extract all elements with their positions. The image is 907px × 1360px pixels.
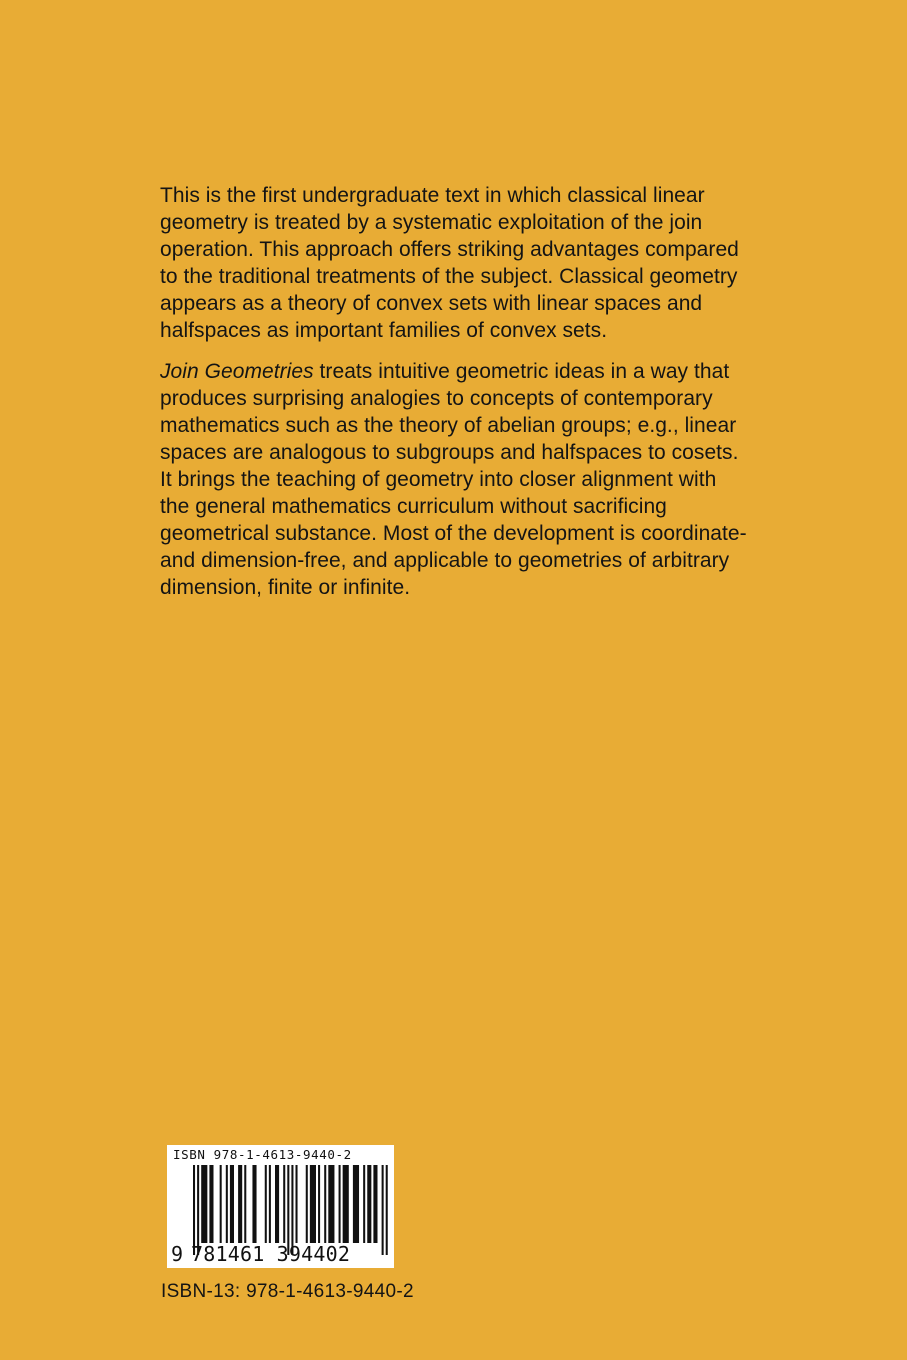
barcode-bar [265, 1165, 267, 1243]
blurb-line: geometry is treated by a systematic exploitation of the join [160, 210, 703, 234]
barcode-bar [306, 1165, 308, 1243]
barcode-bar [226, 1165, 228, 1243]
blurb-line-rest: treats intuitive geometric ideas in a way that [313, 360, 730, 384]
blurb-line: mathematics such as the theory of abelian groups; e.g., linear [160, 414, 737, 438]
barcode-bar [252, 1165, 256, 1243]
blurb-line: the general mathematics curriculum without sacrificing [160, 494, 667, 518]
barcode-bar [244, 1165, 246, 1243]
barcode-bar [363, 1165, 365, 1243]
barcode-bar [220, 1165, 222, 1243]
blurb-line: operation. This approach offers striking advantages compared [160, 237, 739, 261]
blurb-line: dimension, finite or infinite. [160, 575, 411, 599]
blurb-line: spaces are analogous to subgroups and halfspaces to cosets. [160, 441, 739, 465]
barcode-bar [238, 1165, 242, 1243]
barcode-bar [324, 1165, 326, 1243]
barcode-bar [353, 1165, 359, 1243]
isbn13-text: ISBN-13: 978-1-4613-9440-2 [161, 1281, 414, 1302]
barcode-bar [339, 1165, 341, 1243]
barcode-bar [209, 1165, 213, 1243]
barcode-bar [318, 1165, 320, 1243]
barcode-bar [328, 1165, 334, 1243]
book-title-italic: Join Geometries [160, 360, 314, 384]
blurb-line: appears as a theory of convex sets with linear spaces and [160, 291, 703, 315]
back-cover-blurb [160, 183, 800, 602]
barcode-bar [382, 1165, 384, 1255]
barcode-bar [386, 1165, 388, 1255]
barcode-first-digit: 9 [171, 1242, 184, 1266]
barcode-digit-groups: 781461 394402 [191, 1242, 351, 1266]
blurb-line: produces surprising analogies to concepts of contemporary [160, 387, 713, 411]
blurb-line: This is the first undergraduate text in which classical linear [160, 184, 705, 207]
blurb-paragraph-1 [160, 183, 800, 344]
barcode-bar [296, 1165, 298, 1243]
barcode-bar [201, 1165, 207, 1243]
barcode-bar [373, 1165, 377, 1243]
barcode-digits [171, 1242, 350, 1266]
blurb-line: It brings the teaching of geometry into closer alignment with [160, 468, 717, 492]
barcode-bar [367, 1165, 371, 1243]
barcode-isbn-label: ISBN 978-1-4613-9440-2 [173, 1147, 352, 1162]
blurb-line: geometrical substance. Most of the development is coordinate- [160, 521, 747, 545]
barcode-bar [230, 1165, 234, 1243]
blurb-line [160, 359, 800, 386]
barcode-bar [269, 1165, 271, 1243]
blurb-line: to the traditional treatments of the subject. Classical geometry [160, 264, 738, 288]
barcode-bar [283, 1165, 285, 1243]
blurb-line: and dimension-free, and applicable to geometries of arbitrary [160, 548, 730, 572]
barcode-bar [310, 1165, 316, 1243]
blurb-paragraph-2 [160, 359, 800, 601]
blurb-line: halfspaces as important families of convex sets. [160, 318, 608, 342]
isbn-barcode [167, 1145, 394, 1268]
barcode-bar [343, 1165, 349, 1243]
barcode-bar [275, 1165, 279, 1243]
